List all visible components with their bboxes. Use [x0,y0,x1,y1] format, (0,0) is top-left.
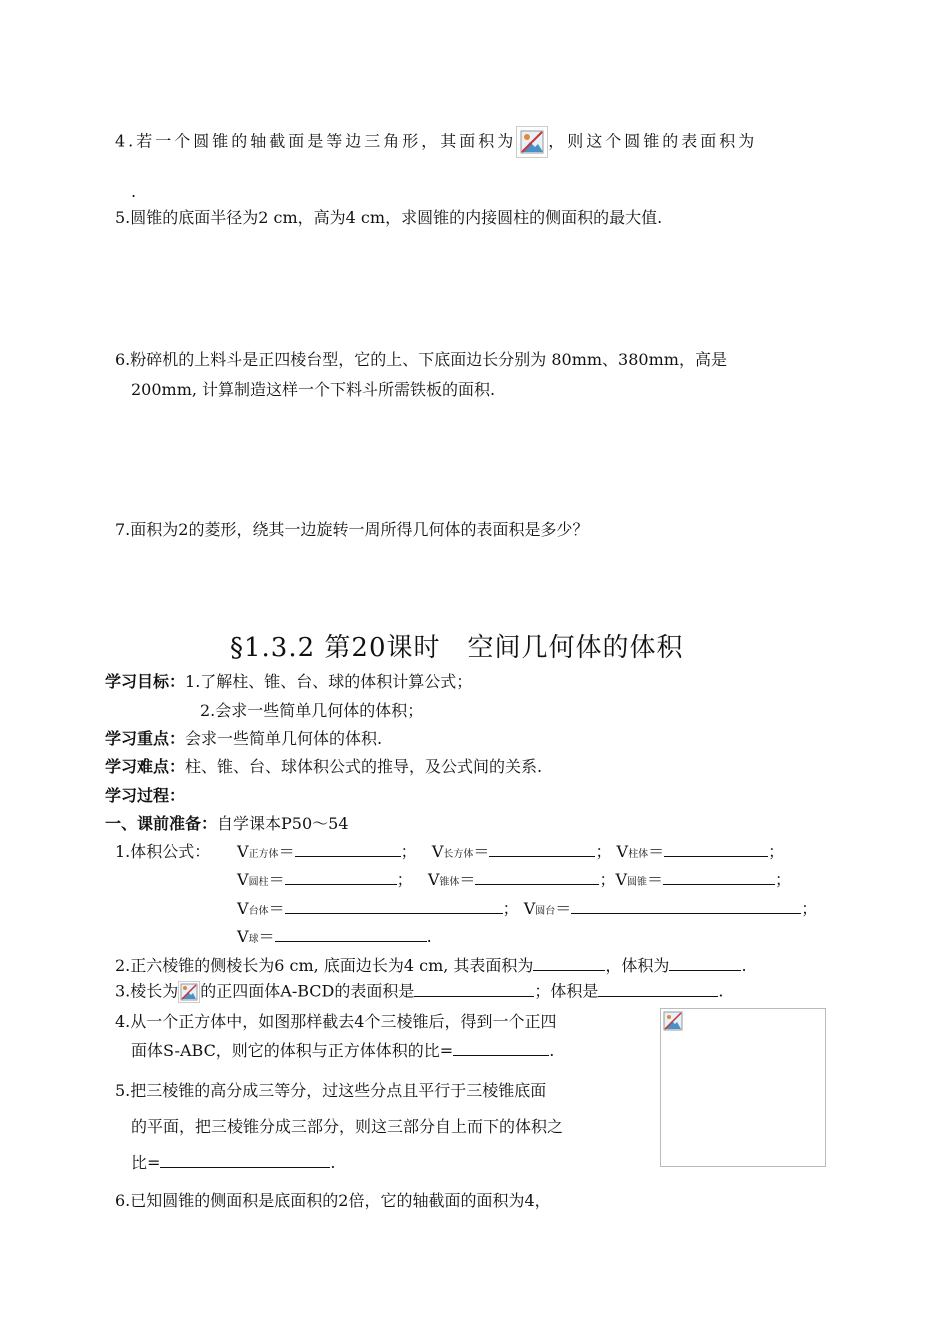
broken-image-icon [516,126,548,158]
problem-7: 7.面积为2的菱形，绕其一边旋转一周所得几何体的表面积是多少？ [115,520,589,539]
goal-2: 2.会求一些简单几何体的体积； [200,701,424,720]
v-symbol: V [237,842,249,861]
blank-cuboid[interactable] [489,842,595,857]
period: . [426,927,432,946]
v-symbol: V [237,927,249,946]
problem-6-line1: 6.粉碎机的上料斗是正四棱台型，它的上、下底面边长分别为 80mm、380mm，高是 [115,350,727,369]
semicolon: ； [768,842,785,861]
lesson-title: §1.3.2 第20课时 空间几何体的体积 [230,633,684,663]
process-label: 学习过程： [105,786,186,805]
v-symbol: V [523,899,536,918]
blank-pyramid[interactable] [475,870,599,885]
focus-label: 学习重点： [105,729,186,748]
equals: ＝ [555,899,572,918]
blank-e2-volume[interactable] [669,956,741,971]
goal-row [105,672,472,691]
v-symbol: V [616,842,629,861]
sub-cuboid: 长方体 [443,849,474,860]
semicolon: ； [400,842,417,861]
blank-e5[interactable] [160,1153,330,1168]
equals: ＝ [647,870,664,889]
exercise-2-text-b: ，体积为 [605,956,670,975]
blank-cone[interactable] [663,870,775,885]
equals: ＝ [278,842,295,861]
exercise-4-line1: 4.从一个正方体中，如图那样截去4个三棱锥后，得到一个正四 [115,1012,557,1031]
difficulty-label: 学习难点： [105,757,186,776]
prep-row [105,814,349,833]
semicolon: ； [396,870,413,889]
prep-text: 自学课本P50～54 [217,814,349,833]
semicolon: ； [801,899,818,918]
v-symbol: V [237,870,249,889]
formula-row-1 [237,842,784,861]
sub-cylinder: 圆柱 [248,877,269,888]
broken-image-icon [178,981,200,1003]
v-symbol: V [427,870,440,889]
goal-label: 学习目标： [105,672,186,691]
exercise-4-end: . [549,1041,555,1060]
blank-frustum[interactable] [285,899,503,914]
difficulty-text: 柱、锥、台、球体积公式的推导，及公式间的关系. [185,757,543,776]
exercise-5-end: . [330,1153,336,1172]
blank-e4[interactable] [453,1041,549,1056]
blank-e3-volume[interactable] [598,982,718,997]
problem-4 [115,126,757,158]
blank-cube[interactable] [295,842,401,857]
exercise-2-end: . [741,956,747,975]
exercise-6-line1: 6.已知圆锥的侧面积是底面积的2倍，它的轴截面的面积为4， [115,1191,551,1210]
exercise-2 [115,956,747,975]
equals: ＝ [473,842,490,861]
sub-prism: 柱体 [628,849,649,860]
semicolon: ； [595,842,612,861]
exercise-2-text: 2.正六棱锥的侧棱长为6 cm, 底面边长为4 cm, 其表面积为 [115,956,534,975]
problem-5: 5.圆锥的底面半径为2 cm，高为4 cm，求圆锥的内接圆柱的侧面积的最大值. [115,208,663,227]
formula-label: 1.体积公式： [115,842,211,861]
exercise-5-line1: 5.把三棱锥的高分成三等分，过这些分点且平行于三棱锥底面 [115,1081,547,1100]
sub-pyramid: 锥体 [439,877,460,888]
exercise-4-text: 面体S-ABC，则它的体积与正方体体积的比= [131,1041,454,1060]
semicolon: ； [775,870,792,889]
semicolon: ； [502,899,519,918]
equals: ＝ [258,927,275,946]
problem-4-text-after: ，则这个圆锥的表面积为 [548,131,758,151]
equals: ＝ [268,899,285,918]
blank-e2-area[interactable] [533,956,605,971]
exercise-5-line3 [131,1153,336,1172]
sub-frustum: 台体 [248,906,269,917]
sub-cube: 正方体 [248,849,279,860]
sub-sphere: 球 [248,934,259,945]
v-symbol: V [237,899,249,918]
exercise-3-end: . [718,981,724,1001]
sub-frustum-cone: 圆台 [535,906,556,917]
problem-6-line2: 200mm, 计算制造这样一个下料斗所需铁板的面积. [131,380,496,399]
formula-row-2 [237,870,791,889]
formula-row-3 [237,899,817,918]
problem-4-end: . [131,182,137,201]
exercise-5-text: 比= [131,1153,161,1172]
prep-label: 一、课前准备： [105,814,218,833]
semicolon: ； [599,870,616,889]
equals: ＝ [648,842,665,861]
exercise-5-line2: 的平面，把三棱锥分成三部分，则这三部分自上而下的体积之 [131,1117,564,1136]
goal-1: 1.了解柱、锥、台、球的体积计算公式； [185,672,473,691]
exercise-4-line2 [131,1041,554,1060]
broken-image-icon [662,1010,682,1030]
figure-frame [660,1008,826,1167]
equals: ＝ [268,870,285,889]
focus-text: 会求一些简单几何体的体积. [185,729,383,748]
exercise-3-text-b: 的正四面体A-BCD的表面积是 [200,981,415,1001]
difficulty-row [105,757,542,776]
v-symbol: V [615,870,628,889]
blank-e3-area[interactable] [414,982,534,997]
problem-4-text: 4.若一个圆锥的轴截面是等边三角形，其面积为 [115,131,517,151]
formula-row-4 [237,927,432,946]
blank-frustum-cone[interactable] [571,899,801,914]
exercise-3 [115,981,723,1003]
focus-row [105,729,382,748]
exercise-3-text: 3.棱长为 [115,981,179,1001]
blank-prism[interactable] [664,842,768,857]
sub-cone: 圆锥 [627,877,648,888]
blank-cylinder[interactable] [285,870,397,885]
v-symbol: V [431,842,444,861]
exercise-3-text-c: ；体积是 [534,981,599,1001]
blank-sphere[interactable] [275,927,427,942]
equals: ＝ [459,870,476,889]
